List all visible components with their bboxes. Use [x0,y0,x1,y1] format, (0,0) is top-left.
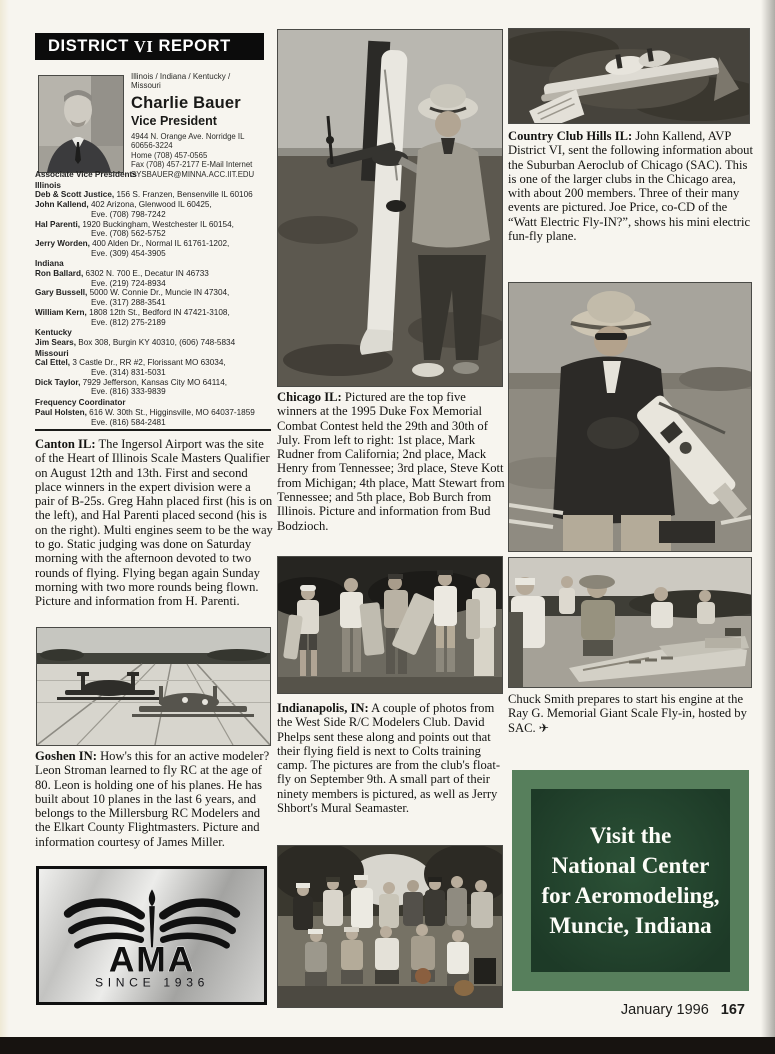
officer-title: Vice President [131,114,217,129]
header-part1: DISTRICT [48,37,129,55]
avp-state-heading: Frequency Coordinator [35,398,126,408]
avp-entry-phone: Eve. (314) 831-5031 [91,368,166,378]
officer-addr-line3: Home (708) 457-0565 [131,150,208,160]
scan-edge-right [761,0,775,1037]
combat-winners-image [278,557,502,693]
avp-state-heading: Missouri [35,348,69,358]
promo-line-2: National Center [551,852,710,878]
ama-acronym: AMA [108,938,195,979]
ama-logo-box [36,866,267,1005]
glider-man-image [278,30,502,386]
photo-b25s-on-runway [36,627,271,746]
header-part2: VI [133,36,154,56]
club-group-image [278,846,502,1007]
avp-entry-phone: Eve. (708) 798-7242 [91,209,166,219]
officer-addr-line4: Fax (708) 457-2177 E-Mail Internet [131,160,253,170]
article-indianapolis-body: A couple of photos from the West Side R/C Modelers Club. David Phelps sent these along and points out that their flying field is next to Colts training camp. The pictures are from the club's float-fly on September 9th. A small part of their ninety members is pictured, as well as Jerry Shbort's Mural Seamaster. [277,701,501,816]
avp-state-heading: Illinois [35,180,61,190]
article-indianapolis-lead: Indianapolis, IN: [277,701,369,715]
avp-entry-phone: Eve. (816) 333-9839 [91,387,166,397]
avp-entry: Jim Sears, Box 308, Burgin KY 40310, (606) 748-5834 [35,337,236,347]
promo-national-center-box [512,770,749,991]
scan-bottom-band [0,1037,775,1054]
caption-chuck-smith-text: Chuck Smith prepares to start his engine at the Ray G. Memorial Giant Scale Fly-in, hosted by SAC. [508,692,747,735]
avp-entry: Deb & Scott Justice, 156 S. Franzen, Bensenville IL 60106 [35,190,253,200]
avp-entry: Ron Ballard, 6302 N. 700 E., Decatur IN 46733 [35,269,209,279]
portrait-image [39,76,123,172]
promo-line-1: Visit the [589,822,672,848]
end-of-article-plane-icon: ✈ [538,720,549,735]
ama-tagline: SINCE 1936 [94,974,209,989]
caption-chuck-smith [508,692,754,735]
avp-entry-phone: Eve. (812) 275-2189 [91,317,166,327]
article-goshen [35,749,273,849]
article-canton-lead: Canton IL: [35,437,96,451]
photo-west-side-club-group [277,845,503,1008]
avp-entry-phone: Eve. (309) 454-3905 [91,248,166,258]
article-chicago [277,390,505,533]
avp-entry-phone: Eve. (219) 724-8934 [91,278,166,288]
avp-list-entries [35,181,273,428]
header-part3: REPORT [158,37,231,55]
article-goshen-lead: Goshen IN: [35,749,97,763]
article-country-club-hills-body: John Kallend, AVP District VI, sent the following information about the Suburban Aeroclub of Chicago (SAC). This is one of the larger clubs in the Chicago area, with about 200 members. Three of their many events are pictured. Joe Price, co-CD of the “Watt Electric Fly-IN?”, shows his mini electric fun-fly plane. [508,129,753,244]
article-country-club-hills-lead: Country Club Hills IL: [508,129,633,143]
photo-mini-electric-plane [508,28,750,124]
article-canton [35,437,273,609]
avp-entry: Jerry Worden, 400 Alden Dr., Normal IL 61761-1202, [35,238,230,248]
officer-region-line2: Missouri [131,81,161,91]
avp-entry-phone: Eve. (708) 562-5752 [91,229,166,239]
officer-email: SYSBAUER@MINNA.ACC.IIT.EDU [131,169,255,179]
avp-state-heading: Kentucky [35,328,72,338]
photo-combat-contest-winners [277,556,503,694]
avp-entry: Hal Parenti, 1920 Buckingham, Westchester IL 60154, [35,219,234,229]
associate-vice-presidents-list [35,170,273,427]
officer-addr-line1: 4944 N. Orange Ave. Norridge IL [131,131,245,141]
avp-entry: Gary Bussell, 5000 W. Connie Dr., Muncie IN 47304, [35,288,230,298]
officer-contact-block [131,72,269,179]
photo-joe-price-with-plane [508,282,752,552]
photo-giant-scale-flyin [508,557,752,688]
avp-heading: Associate Vice Presidents [35,170,137,179]
giant-scale-image [509,558,751,687]
article-chicago-body: Pictured are the top five winners at the 1995 Duke Fox Memorial Combat Contest held the 29th and 30th of July. From left to right: 1st place, Mark Rudner from California; 2nd place, Mack Henry from Tennessee; 3rd place, Steve Kott from Michigan; 4th place, Matt Stewart from Tennessee; and 5th place, Bob Burch from Illinois. Picture and information from Bud Bodzioch. [277,390,505,533]
twin-plane-image [509,29,749,123]
officer-name: Charlie Bauer [131,94,241,113]
page-footer [621,1002,745,1018]
section-header-district-vi-report [35,33,264,60]
avp-entry: John Kallend, 402 Arizona, Glenwood IL 60425, [35,200,212,210]
article-chicago-lead: Chicago IL: [277,390,342,404]
officer-region-line1: Illinois / Indiana / Kentucky / [131,72,231,81]
avp-entry: William Kern, 1808 12th St., Bedford IN 47421-3108, [35,307,230,317]
photo-leon-stroman-with-glider [277,29,503,387]
runway-image [37,628,270,745]
article-country-club-hills [508,129,756,243]
article-canton-body: The Ingersol Airport was the site of the Heart of Illinois Scale Masters Qualifier on August 12th and 13th. First and second place winners in the expert division were a pair of B-25s. Greg Hahn placed first (his is on the left), and Hal Parenti placed second (his is on the right). Multi engines seem to be the way to go. Static judging was done on Saturday morning with the afternoon devoted to two rounds of flying. Flying began again Sunday morning with two more rounds being flown. Picture and information from H. Parenti. [35,437,273,609]
avp-entry: Paul Holsten, 616 W. 30th St., Higginsville, MO 64037-1859 [35,407,255,417]
promo-line-4: Muncie, Indiana [549,912,712,938]
column-divider-rule [35,429,271,431]
avp-entry-phone: Eve. (317) 288-3541 [91,298,166,308]
scan-edge-left [0,0,9,1054]
promo-line-3: for Aeromodeling, [541,882,720,908]
avp-entry: Cal Ettel, 3 Castle Dr., RR #2, Florissant MO 63034, [35,358,226,368]
promo-text [531,789,730,972]
footer-page-number: 167 [720,1002,745,1018]
photo-charlie-bauer-portrait [38,75,124,173]
footer-issue-date: January 1996 [620,1002,709,1018]
avp-entry: Dick Taylor, 7929 Jefferson, Kansas City MO 64114, [35,377,228,387]
article-goshen-body: How's this for an active modeler? Leon Stroman learned to fly RC at the age of 80. Leon is holding one of his planes. He has built about 10 planes in the last 6 years, and belongs to the Millersburg RC Modelers and the Elkart County Flightmasters. Picture and information courtesy of James Miller. [35,749,270,849]
officer-addr-line2: 60656-3224 [131,141,173,151]
avp-entry-phone: Eve. (816) 584-2481 [91,417,166,427]
article-indianapolis [277,701,508,815]
avp-state-heading: Indiana [35,259,64,269]
ama-emblem-icon [57,880,247,992]
joe-price-image [509,283,751,551]
